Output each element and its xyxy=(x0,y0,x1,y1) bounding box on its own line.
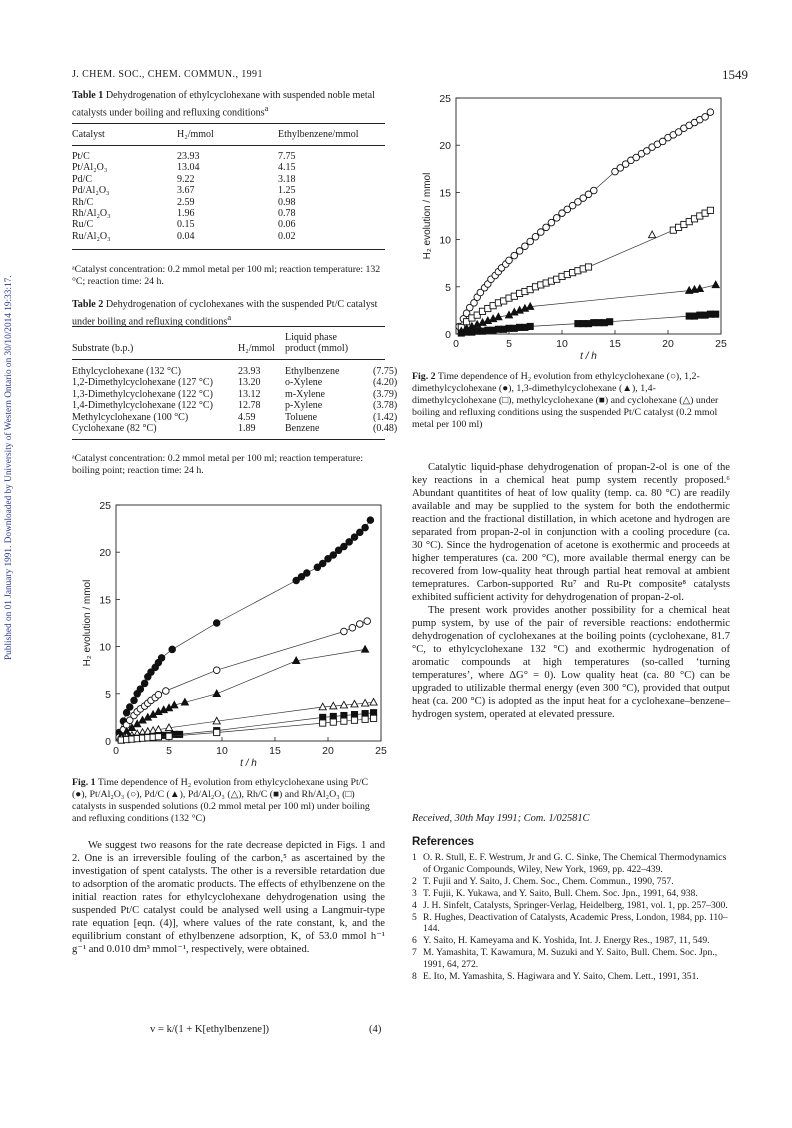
fig2-chart xyxy=(412,90,732,370)
table2-cell: 13.20 xyxy=(238,377,261,389)
equation-4: v = k/(1 + K[ethylbenzene]) xyxy=(150,1024,270,1035)
table1-cell: 7.75 xyxy=(278,151,296,162)
fig2-y-tick-label: 5 xyxy=(445,281,451,294)
fig2-point-open-square xyxy=(707,207,713,213)
reference-item xyxy=(412,888,730,900)
table1-cell: Rh/C xyxy=(72,196,94,208)
fig1-point-open-square xyxy=(341,718,347,724)
table1-body xyxy=(72,151,358,242)
fig2-y-tick-label: 10 xyxy=(439,234,451,247)
table1-row xyxy=(72,219,358,230)
table2-header-substrate: Substrate (b.p.) xyxy=(72,343,134,354)
table2-cell: 1.89 xyxy=(238,423,256,435)
table1 xyxy=(72,129,359,140)
fig2-point-filled-triangle xyxy=(712,281,719,288)
table2-cell: 1,3-Dimethylcyclohexane (122 °C) xyxy=(72,388,213,400)
fig2-y-tick-label: 20 xyxy=(439,140,451,153)
table2-cell: (7.75) xyxy=(373,366,398,377)
table2-footnote: ᵃCatalyst concentration: 0.2 mmol metal per 100 ml; reaction temperature: boiling point; reaction time: 24 h. xyxy=(72,453,364,476)
table2-cell: 4.59 xyxy=(238,411,256,423)
right-body-text: Catalytic liquid-phase dehydrogenation of propan-2-ol is one of the key reactions in a chemical heat pump system recently proposed.⁶ Abundant quantitites of heat of low quality (temp. ca. 80 °C) are readily available and may be supplied to the system for both the endothermic reaction and the fractional distillation, in which acetone and hydrogen are separated from propan-2-ol in conjunction with a cooling procedure (ca. 30 °C). Since the hydrogenation of acetone is exothermic and proceeds at higher temperatures (ca. 200 °C), more available thermal energy can be recovered from low-quality heat through partial heat removal at ambient temepratures. Carbon-supported Ru⁷ and Ru-Pt composite⁸ catalysts exhibited sufficient activity for dehydrogenation of propan-2-ol. The present work provides another possibility for a chemical heat pump system, by use of the pair of reversible reactions: endothermic dehydrogenation of cyclohexanes at the boiling points (cyclohexane, 81.7 °C, to ethylcyclohexane 132 °C) and exothermic hydrogenation of aromatic compounds at high temperatures (so-called ‘turning temperatures’, where ΔG° = 0). Low quality heat (ca. 80 °C) can be upgraded to utilizable thermal energy (even 300 °C), provided that output heat (ca. 200 °C) is adopted as the input heat for a cyclohexane–benzene–hydrogen system, operated at elevated pressure. xyxy=(412,462,730,720)
fig1-x-tick-label: 15 xyxy=(269,745,281,757)
fig2-x-tick-label: 5 xyxy=(506,338,512,350)
reference-text: R. Hughes, Deactivation of Catalysts, Academic Press, London, 1984, pp. 110–144. xyxy=(423,911,728,935)
fig1-point-open-square xyxy=(362,716,368,722)
received-line: Received, 30th May 1991; Com. 1/02581C xyxy=(412,813,590,824)
table1-row xyxy=(72,197,358,208)
table1-header-h2: H₂/mmol xyxy=(177,129,214,140)
fig2-series-curve xyxy=(459,112,710,326)
table1-cell: 0.02 xyxy=(278,230,296,242)
table1-top-rule xyxy=(72,123,385,124)
table1-footnote: ᵃCatalyst concentration: 0.2 mmol metal per 100 ml; reaction temperature: 132 °C; reaction time: 24 h. xyxy=(72,264,381,287)
table1-cell: 1.25 xyxy=(278,185,296,197)
fig1-point-open-circle xyxy=(357,621,364,628)
fig2-y-tick-label: 15 xyxy=(439,187,451,200)
reference-text: T. Fujii, K. Yukawa, and Y. Saito, Bull. Chem. Soc. Jpn., 1991, 64, 938. xyxy=(423,887,698,899)
reference-item xyxy=(412,900,730,912)
equation-number: (4) xyxy=(369,1024,382,1035)
fig2-point-open-circle xyxy=(506,257,513,264)
fig2-x-tick-label: 0 xyxy=(453,338,459,350)
table2-cell: 1,4-Dimethylcyclohexane (122 °C) xyxy=(72,400,213,412)
fig2-y-tick-label: 0 xyxy=(445,329,451,341)
table1-cell: 0.06 xyxy=(278,219,296,231)
fig2-y-tick-label: 25 xyxy=(439,93,451,105)
fig2-point-open-circle xyxy=(707,109,714,116)
fig1-point-filled-circle xyxy=(158,655,165,662)
table1-cell: 23.93 xyxy=(177,151,200,162)
table2-cell: (1.42) xyxy=(373,411,398,423)
fig1-y-tick-label: 15 xyxy=(99,594,111,607)
table1-cell: Ru/Al₂O₃ xyxy=(72,230,111,242)
fig1-point-filled-circle xyxy=(126,704,133,711)
reference-item xyxy=(412,935,730,947)
fig1-point-filled-circle xyxy=(131,697,138,704)
table2-cell: Ethylbenzene xyxy=(285,366,340,377)
table1-row xyxy=(72,231,358,242)
fig2-point-open-square xyxy=(585,264,591,270)
fig1-point-filled-circle xyxy=(351,534,358,541)
table2-cell: (4.20) xyxy=(373,377,398,389)
fig1-point-filled-triangle xyxy=(213,690,220,697)
table2-cell: m-Xylene xyxy=(285,388,325,400)
fig1-point-filled-circle xyxy=(341,543,348,550)
table2-top-rule xyxy=(72,326,385,327)
fig1-point-filled-circle xyxy=(137,686,144,693)
fig2-point-open-circle xyxy=(511,252,518,259)
fig1-y-axis-label: H₂ evolution / mmol xyxy=(82,579,93,667)
table2-head-rule xyxy=(72,359,385,360)
table1-cell: 4.15 xyxy=(278,162,296,174)
reference-number: 4 xyxy=(412,899,417,911)
fig1-chart xyxy=(72,497,392,777)
table1-cell: 0.78 xyxy=(278,208,296,220)
table2-cell: o-Xylene xyxy=(285,377,323,389)
fig1-x-tick-label: 10 xyxy=(216,745,228,757)
reference-item xyxy=(412,912,730,936)
reference-number: 8 xyxy=(412,971,417,983)
table2-body xyxy=(72,366,411,434)
fig1-point-open-square xyxy=(214,729,220,735)
fig1-point-open-circle xyxy=(155,691,162,698)
fig1-point-open-circle xyxy=(349,624,356,631)
fig2-point-open-circle xyxy=(522,243,529,250)
reference-text: E. Ito, M. Yamashita, S. Hagiwara and Y. Saito, Chem. Lett., 1991, 351. xyxy=(423,971,699,983)
fig1-point-open-square xyxy=(370,715,376,721)
reference-number: 3 xyxy=(412,887,417,899)
fig2-point-open-circle xyxy=(553,215,560,222)
table1-cell: Ru/C xyxy=(72,219,94,231)
fig1-point-filled-square xyxy=(177,731,183,737)
fig1-point-filled-circle xyxy=(362,524,369,531)
fig1-point-open-square xyxy=(320,720,326,726)
fig1-point-open-square xyxy=(166,733,172,739)
fig2-point-open-circle xyxy=(532,233,539,240)
table2-cell: (3.79) xyxy=(373,388,398,400)
journal-header: J. CHEM. SOC., CHEM. COMMUN., 1991 xyxy=(72,69,263,80)
left-body-text: We suggest two reasons for the rate decrease depicted in Figs. 1 and 2. One is an irreversible fouling of the carbon,⁵ as ascertained by the investigation of spent catalysts. The other is a reversible retardation due to adsorption of the aromatic products. The effects of ethylbenzene on the initial reaction rates for ethylcyclohexane dehydrogenation using the suspended Pt/C catalyst could be analysed well using a Langmuir-type rate equation [eqn. (4)], where values of the rate constant, k, and the equilibrium constant of ethylbenzene adsorption, K, of 53.0 mmol h⁻¹ g⁻¹ and 0.010 dm³ mmol⁻¹, respectively, were obtained. xyxy=(72,840,385,955)
table1-cell: 3.18 xyxy=(278,173,296,185)
table2-row xyxy=(72,423,411,434)
fig2-point-open-circle xyxy=(702,114,709,121)
references-list xyxy=(412,852,730,983)
table1-bottom-rule xyxy=(72,249,385,250)
fig1-x-tick-label: 0 xyxy=(113,745,119,757)
fig1-point-filled-circle xyxy=(169,646,176,653)
reference-text: T. Fujii and Y. Saito, J. Chem. Soc., Chem. Commun., 1990, 757. xyxy=(423,875,674,887)
fig1-y-tick-label: 10 xyxy=(99,641,111,654)
fig2-point-open-circle xyxy=(538,229,545,236)
fig2-x-tick-label: 15 xyxy=(609,338,621,350)
table2-header-liquid1: Liquid phase xyxy=(285,332,337,343)
reference-item xyxy=(412,971,730,983)
fig1-x-tick-label: 25 xyxy=(375,745,387,757)
reference-text: O. R. Stull, E. F. Westrum, Jr and G. C. Sinke, The Chemical Thermodynamics of Organic Compounds, Wiley, New York, 1969, pp. 422–439. xyxy=(423,852,727,875)
fig1-point-open-square xyxy=(330,719,336,725)
reference-number: 5 xyxy=(412,911,417,923)
table1-cell: Pt/C xyxy=(72,151,90,162)
reference-number: 6 xyxy=(412,935,417,947)
table2-row xyxy=(72,412,411,423)
table1-cell: 0.15 xyxy=(177,219,195,231)
table1-cell: Pd/C xyxy=(72,173,93,185)
table1-header-ethylbenzene: Ethylbenzene/mmol xyxy=(278,129,359,140)
fig2-x-tick-label: 25 xyxy=(715,338,727,350)
reference-text: Y. Saito, H. Kameyama and K. Yoshida, Int. J. Energy Res., 1987, 11, 549. xyxy=(423,935,710,947)
fig2-point-filled-square xyxy=(713,311,719,317)
table1-cell: 3.67 xyxy=(177,185,195,197)
fig2-x-axis-label: t / h xyxy=(580,351,597,362)
table2-cell: 1,2-Dimethylcyclohexane (127 °C) xyxy=(72,377,213,389)
fig1-point-open-square xyxy=(351,717,357,723)
table1-row xyxy=(72,162,358,173)
reference-text: J. H. Sinfelt, Catalysts, Springer-Verlag, Heidelberg, 1981, vol. 1, pp. 257–300. xyxy=(423,899,728,911)
table2-row xyxy=(72,389,411,400)
table2-cell: (3.78) xyxy=(373,400,398,412)
page-number: 1549 xyxy=(722,67,748,82)
fig2-x-tick-label: 10 xyxy=(556,338,568,350)
table2-row xyxy=(72,377,411,388)
reference-number: 2 xyxy=(412,875,417,887)
download-notice: Published on 01 January 1991. Downloaded by University of Western Ontario on 30/10/2014 19:33:17. xyxy=(4,275,14,660)
table1-cell: Rh/Al₂O₃ xyxy=(72,208,111,220)
table1-cell: 0.04 xyxy=(177,230,195,242)
fig2-point-open-triangle xyxy=(649,231,656,238)
table2-cell: (0.48) xyxy=(373,423,398,435)
fig1-point-open-circle xyxy=(213,667,220,674)
reference-text: M. Yamashita, T. Kawamura, M. Suzuki and Y. Saito, Bull. Chem. Soc. Jpn., 1991, 64, 272. xyxy=(423,947,718,971)
table2-cell: Toluene xyxy=(285,411,318,423)
fig1-point-filled-circle xyxy=(330,552,337,559)
table1-head-rule xyxy=(72,145,385,146)
reference-item xyxy=(412,947,730,971)
table2-cell: 12.78 xyxy=(238,400,261,412)
table1-cell: Pt/Al₂O₃ xyxy=(72,162,108,174)
table2-cell: 23.93 xyxy=(238,366,261,377)
table1-header-catalyst: Catalyst xyxy=(72,129,105,140)
table2-header-h2: H₂/mmol xyxy=(238,343,275,354)
fig1-x-axis-label: t / h xyxy=(240,758,257,769)
fig1-point-filled-circle xyxy=(357,529,364,536)
table2-cell: Cyclohexane (82 °C) xyxy=(72,423,157,435)
table2-cell: 13.12 xyxy=(238,388,261,400)
fig2-x-tick-label: 20 xyxy=(662,338,674,350)
fig1-point-filled-circle xyxy=(346,539,353,546)
reference-number: 1 xyxy=(412,852,417,863)
fig1-point-filled-circle xyxy=(213,620,220,627)
fig1-point-open-circle xyxy=(364,618,371,625)
fig2-y-axis-label: H₂ evolution / mmol xyxy=(422,172,433,260)
table1-cell: 13.04 xyxy=(177,162,200,174)
table2-cell: p-Xylene xyxy=(285,400,323,412)
reference-item xyxy=(412,876,730,888)
table1-cell: Pd/Al₂O₃ xyxy=(72,185,110,197)
fig1-point-open-circle xyxy=(341,628,348,635)
fig1-point-filled-triangle xyxy=(362,646,369,653)
fig2-point-open-circle xyxy=(543,224,550,231)
fig1-y-tick-label: 5 xyxy=(105,688,111,701)
fig2-point-filled-square xyxy=(527,323,533,329)
fig1-point-filled-circle xyxy=(141,680,148,687)
fig2-point-open-circle xyxy=(527,238,534,245)
fig2-point-filled-square xyxy=(607,319,613,325)
table2-bottom-rule xyxy=(72,439,385,440)
table1-cell: 2.59 xyxy=(177,196,195,208)
fig2-point-open-circle xyxy=(516,248,523,255)
table1-row xyxy=(72,185,358,196)
references-title: References xyxy=(412,836,475,848)
table2-row xyxy=(72,366,411,377)
fig1-point-open-circle xyxy=(163,688,170,695)
table2-caption: Table 2 Dehydrogenation of cyclohexanes with the suspended Pt/C catalyst under boiling and refluxing conditions$^a$ xyxy=(72,299,378,327)
fig1-x-tick-label: 5 xyxy=(166,745,172,757)
fig1-point-open-triangle xyxy=(370,698,377,705)
table2-row xyxy=(72,400,411,411)
fig2-caption: Fig. 2 Time dependence of H₂ evolution from ethylcyclohexane (○), 1,2-dimethylcyclohexane (●), 1,3-dimethylcyclohexane (▲), 1,4-dimethylcyclohexane (□), methylcyclohexane (■) and cyclohexane (△) under boiling and refluxing conditions using the suspended Pt/C catalyst (0.2 mmol metal per 100 ml) xyxy=(412,371,719,430)
fig1-point-filled-circle xyxy=(319,560,326,567)
table1-caption: Table 1 Dehydrogenation of ethylcyclohexane with suspended noble metal catalysts under boiling and refluxing conditions$^a$ xyxy=(72,90,375,118)
table2-header-liquid2: product (mmol) xyxy=(285,343,349,354)
fig1-point-filled-circle xyxy=(304,570,311,577)
table2-cell: Methylcyclohexane (100 °C) xyxy=(72,411,189,423)
fig1-point-filled-circle xyxy=(367,517,374,524)
table1-cell: 1.96 xyxy=(177,208,195,220)
fig2-point-open-circle xyxy=(548,219,555,226)
table2-cell: Benzene xyxy=(285,423,320,435)
reference-number: 7 xyxy=(412,947,417,959)
fig1-point-open-square xyxy=(155,734,161,740)
fig1-y-tick-label: 20 xyxy=(99,547,111,560)
reference-item xyxy=(412,852,730,876)
table1-row xyxy=(72,151,358,162)
table1-cell: 9.22 xyxy=(177,173,195,185)
table1-row xyxy=(72,208,358,219)
fig2-point-open-circle xyxy=(591,187,598,194)
table1-row xyxy=(72,174,358,185)
fig1-x-tick-label: 20 xyxy=(322,745,334,757)
fig1-y-tick-label: 0 xyxy=(105,736,111,748)
fig1-caption: Fig. 1 Time dependence of H₂ evolution from ethylcyclohexane using Pt/C (●), Pt/Al₂O₃ (○), Pd/C (▲), Pd/Al₂O₃ (△), Rh/C (■) and Rh/Al₂O₃ (□) catalysts in suspended solutions (0.2 mmol metal per 100 ml) under boiling and refluxing conditions (132 °C) xyxy=(72,777,370,824)
table2-cell: Ethylcyclohexane (132 °C) xyxy=(72,366,181,377)
fig1-y-tick-label: 25 xyxy=(99,500,111,512)
table1-cell: 0.98 xyxy=(278,196,296,208)
